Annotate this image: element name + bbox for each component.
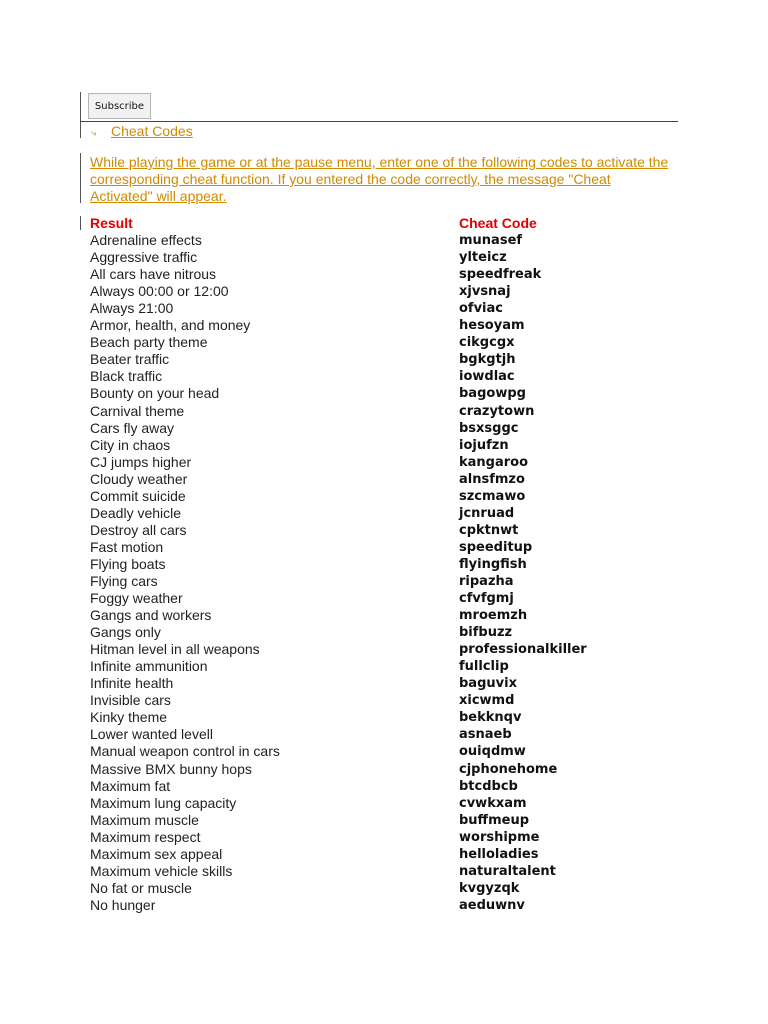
cheat-code-cell: bifbuzz: [459, 625, 513, 641]
table-row: [90, 726, 690, 743]
cheat-code-cell: baguvix: [459, 676, 517, 692]
cheat-code-cell: helloladies: [459, 846, 539, 862]
instructions-text: While playing the game or at the pause menu, enter one of the following codes to activate the corresponding cheat function. If you entered the code correctly, the message "Cheat Activated" will appear.: [90, 154, 669, 204]
table-row: [90, 300, 690, 317]
result-cell: Flying boats: [90, 555, 166, 572]
cheat-code-cell: alnsfmzo: [459, 471, 525, 487]
result-cell: Adrenaline effects: [90, 232, 202, 249]
cheat-code-cell: buffmeup: [459, 812, 530, 828]
cheat-code-cell: iojufzn: [459, 437, 509, 453]
table-row: [90, 539, 690, 556]
cheat-code-cell: cfvfgmj: [459, 591, 514, 607]
table-row: [90, 420, 690, 437]
cheat-code-cell: kvgyzqk: [459, 880, 520, 896]
cheat-code-cell: btcdbcb: [459, 778, 518, 794]
table-cursor-bar: [80, 216, 81, 230]
table-row: [90, 403, 690, 420]
result-cell: Massive BMX bunny hops: [90, 760, 252, 777]
result-cell: Maximum respect: [90, 828, 201, 845]
result-cell: Lower wanted levell: [90, 726, 213, 743]
table-row: [90, 590, 690, 607]
cheat-code-cell: cpktnwt: [459, 522, 519, 538]
result-cell: Foggy weather: [90, 590, 183, 607]
table-row: [90, 692, 690, 709]
cheat-code-cell: bekknqv: [459, 710, 522, 726]
cheat-code-cell: speedfreak: [459, 267, 542, 283]
result-cell: CJ jumps higher: [90, 453, 192, 470]
result-cell: Maximum lung capacity: [90, 794, 237, 811]
table-row: [90, 880, 690, 897]
cheat-code-cell: bagowpg: [459, 386, 526, 402]
cheat-code-cell: bgkgtjh: [459, 352, 516, 368]
table-row: [90, 232, 690, 249]
result-column-header: Result: [90, 215, 133, 231]
table-row: [90, 266, 690, 283]
cheat-code-cell: fullclip: [459, 659, 509, 675]
cheat-code-cell: kangaroo: [459, 454, 529, 470]
header-divider: [80, 121, 678, 122]
result-cell: Commit suicide: [90, 487, 186, 504]
cheat-code-cell: iowdlac: [459, 369, 515, 385]
cheat-code-cell: jcnruad: [459, 505, 515, 521]
table-row: [90, 658, 690, 675]
result-cell: Maximum fat: [90, 777, 171, 794]
cheat-code-cell: xicwmd: [459, 693, 515, 709]
table-row: [90, 607, 690, 624]
result-cell: Gangs only: [90, 624, 161, 641]
table-row: [90, 778, 690, 795]
table-row: [90, 761, 690, 778]
table-row: [90, 437, 690, 454]
cheat-code-cell: cjphonehome: [459, 761, 558, 777]
cheat-code-cell: naturaltalent: [459, 863, 556, 879]
subscribe-button[interactable]: Subscribe: [88, 93, 151, 119]
result-cell: Kinky theme: [90, 709, 168, 726]
left-margin-bar: [80, 92, 81, 138]
cheat-code-cell: cvwkxam: [459, 795, 527, 811]
table-row: [90, 829, 690, 846]
result-cell: All cars have nitrous: [90, 266, 217, 283]
result-cell: Gangs and workers: [90, 607, 212, 624]
result-cell: Deadly vehicle: [90, 504, 182, 521]
cheat-code-cell: flyingfish: [459, 556, 527, 572]
result-cell: Maximum muscle: [90, 811, 199, 828]
result-cell: Infinite ammunition: [90, 658, 208, 675]
cheat-code-cell: speeditup: [459, 539, 533, 555]
result-cell: Armor, health, and money: [90, 317, 251, 334]
table-row: [90, 641, 690, 658]
cheat-code-cell: professionalkiller: [459, 642, 587, 658]
result-cell: Manual weapon control in cars: [90, 743, 280, 760]
cheat-codes-link-label: Cheat Codes: [111, 123, 193, 139]
cheat-code-cell: mroemzh: [459, 608, 528, 624]
table-row: [90, 351, 690, 368]
table-row: [90, 675, 690, 692]
table-row: [90, 283, 690, 300]
table-row: [90, 368, 690, 385]
cheat-code-cell: xjvsnaj: [459, 284, 511, 300]
cheat-code-cell: crazytown: [459, 403, 535, 419]
table-row: [90, 488, 690, 505]
table-row: [90, 317, 690, 334]
result-cell: No fat or muscle: [90, 879, 192, 896]
cheat-code-cell: ofviac: [459, 301, 503, 317]
result-cell: Infinite health: [90, 675, 174, 692]
table-row: [90, 471, 690, 488]
cheat-table: [90, 215, 690, 914]
cheat-code-cell: ripazha: [459, 573, 514, 589]
result-cell: Aggressive traffic: [90, 249, 198, 266]
result-cell: Beach party theme: [90, 334, 208, 351]
table-row: [90, 385, 690, 402]
cheat-code-cell: szcmawo: [459, 488, 526, 504]
table-row: [90, 846, 690, 863]
result-cell: Destroy all cars: [90, 521, 187, 538]
result-cell: Cars fly away: [90, 419, 175, 436]
table-row: [90, 249, 690, 266]
cheat-code-cell: worshipme: [459, 829, 540, 845]
cheat-codes-link[interactable]: [91, 123, 193, 139]
result-cell: Fast motion: [90, 538, 164, 555]
cheat-code-cell: hesoyam: [459, 318, 525, 334]
result-cell: Invisible cars: [90, 692, 171, 709]
result-cell: Black traffic: [90, 368, 163, 385]
table-row: [90, 863, 690, 880]
result-cell: Maximum sex appeal: [90, 845, 223, 862]
cheat-code-cell: aeduwnv: [459, 897, 525, 913]
cheat-code-cell: asnaeb: [459, 727, 512, 743]
table-row: [90, 795, 690, 812]
result-cell: Flying cars: [90, 572, 158, 589]
table-row: [90, 897, 690, 914]
result-cell: City in chaos: [90, 436, 171, 453]
table-row: [90, 573, 690, 590]
table-header-row: [90, 215, 690, 232]
table-row: [90, 522, 690, 539]
cheat-code-column-header: Cheat Code: [459, 215, 537, 231]
table-row: [90, 709, 690, 726]
result-cell: Beater traffic: [90, 351, 170, 368]
result-cell: Maximum vehicle skills: [90, 862, 233, 879]
result-cell: Always 21:00: [90, 300, 174, 317]
result-cell: Cloudy weather: [90, 470, 188, 487]
table-row: [90, 624, 690, 641]
table-row: [90, 812, 690, 829]
cheat-code-cell: munasef: [459, 233, 523, 249]
table-row: [90, 334, 690, 351]
cheat-code-cell: cikgcgx: [459, 335, 515, 351]
table-row: [90, 505, 690, 522]
cheat-code-cell: ylteicz: [459, 250, 507, 266]
cheat-code-cell: bsxsggc: [459, 420, 519, 436]
result-cell: No hunger: [90, 896, 156, 913]
result-cell: Carnival theme: [90, 402, 185, 419]
table-row: [90, 454, 690, 471]
cheat-code-cell: ouiqdmw: [459, 744, 526, 760]
result-cell: Bounty on your head: [90, 385, 220, 402]
result-cell: Hitman level in all weapons: [90, 641, 260, 658]
instructions-bar: [80, 153, 81, 203]
result-cell: Always 00:00 or 12:00: [90, 283, 229, 300]
table-row: [90, 743, 690, 760]
arrow-icon: ⤷: [91, 128, 97, 139]
table-row: [90, 556, 690, 573]
